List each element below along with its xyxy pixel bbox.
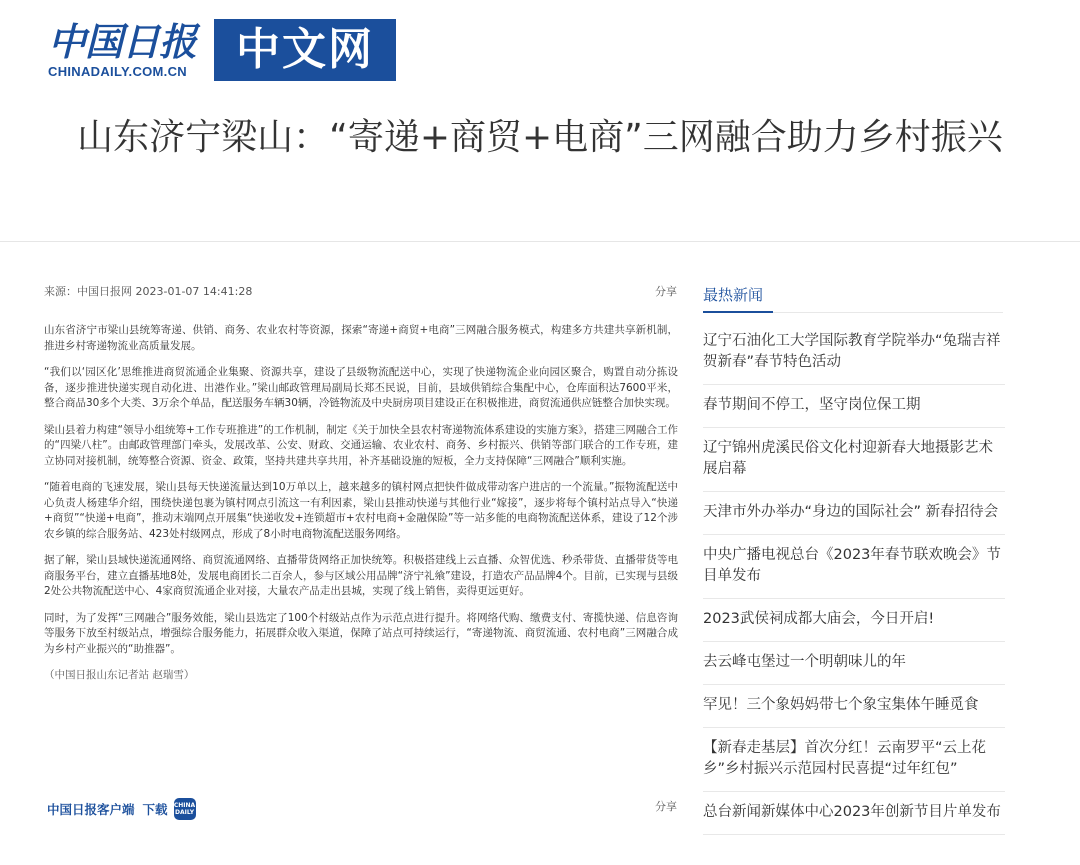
app-badge-line2: DAILY	[174, 809, 195, 816]
logo-url-suffix: DAILY.COM.CN	[90, 64, 187, 79]
hot-news-item[interactable]: 辽宁锦州虎溪民俗文化村迎新春大地摄影艺术展启幕	[703, 428, 1005, 492]
article-credit: （中国日报山东记者站 赵瑞雪）	[44, 669, 195, 681]
app-download-link[interactable]: 下载	[142, 802, 168, 817]
share-button-top[interactable]: 分享	[655, 285, 677, 298]
logo-chinese-text: 中国日报	[48, 19, 197, 64]
app-badge-line1: CHINA	[173, 802, 196, 809]
hot-news-item[interactable]: 总台新闻新媒体中心2023年创新节目片单发布	[703, 792, 1005, 835]
article-paragraph: 同时，为了发挥“三网融合”服务效能，梁山县选定了100个村级站点作为示范点进行提升。将网络代购、缴费支付、寄揽快递、信息咨询等服务下放至村级站点，增强综合服务能力，拓展群众收入渠道，保障了站点可持续运行，“寄递物流、商贸流通、农村电商”三网融合成为乡村产业振兴的“助推器”。	[44, 611, 678, 655]
article-paragraph: 山东省济宁市梁山县统筹寄递、供销、商务、农业农村等资源，探索“寄递+商贸+电商”三网融合服务模式，构建多方共建共享新机制，推进乡村寄递物流业高质量发展。	[44, 324, 678, 352]
hot-news-item[interactable]: 去云峰屯堡过一个明朝味儿的年	[703, 642, 1005, 685]
app-download-row	[47, 798, 196, 820]
share-button-bottom[interactable]: 分享	[655, 800, 677, 813]
article-paragraph: 梁山县着力构建“领导小组统筹+工作专班推进”的工作机制，制定《关于加快全县农村寄递物流体系建设的实施方案》，搭建三网融合工作的“四梁八柱”。由邮政管理部门牵头，发展改革、公安、财政、交通运输、农业农村、商务、乡村振兴、供销等部门联合的工作专班，建立协同对接机制，统筹整合资源、资金、政策，坚持共建共享共用，补齐基础设施的短板，全力支持保障“三网融合”顺利实施。	[44, 423, 678, 467]
article-meta: 来源：中国日报网 2023-01-07 14:41:28	[44, 285, 253, 298]
app-badge-text	[174, 802, 195, 816]
logo-wordmark	[46, 16, 216, 84]
article-body	[44, 323, 678, 695]
page-title: 山东济宁梁山：“寄递+商贸+电商”三网融合助力乡村振兴	[77, 117, 1003, 158]
app-label[interactable]: 中国日报客户端	[47, 802, 135, 817]
logo-url	[48, 64, 187, 79]
hot-news-list	[703, 322, 1005, 835]
hot-news-item[interactable]: 罕见！三个象妈妈带七个象宝集体午睡觅食	[703, 685, 1005, 728]
logo-box	[214, 19, 396, 81]
header-divider	[0, 241, 1080, 242]
logo-box-text: 中文网	[236, 24, 374, 75]
hot-news-title: 最热新闻	[703, 286, 764, 304]
article-paragraph: “我们以‘园区化’思维推进商贸流通企业集聚、资源共享，建设了县级物流配送中心，实现了快递物流企业向园区聚合，购置自动分拣设备，逐步推进快递实现自动化进、出港作业。”梁山邮政管理局副局长郑丕民说，目前，县域供销综合集配中心，仓库面积达7600平米，整合商品30多个大类、3万余个单品，配送服务车辆30辆，冷链物流及中央厨房项目建设正在积极推进，商贸流通供应链整合加快实现。	[44, 366, 678, 409]
app-logo-icon[interactable]	[174, 798, 196, 820]
article-paragraph: “随着电商的飞速发展，梁山县每天快递流量达到10万单以上，越来越多的镇村网点把快件做成带动客户进店的一个流量。”振物流配送中心负责人杨建华介绍，围绕快递包裹为镇村网点引流这一有利因素，梁山县推动快递与其他行业“嫁接”，逐步将每个镇村站点导入“快递+商贸”“快递+电商”，推动末端网点开展集“快递收发+连锁超市+农村电商+金融保险”等一站多能的电商物流配送体系，建设了12个涉农乡镇的综合服务站、423处村级网点，形成了8小时电商物流配送服务网络。	[44, 481, 678, 540]
hot-news-item[interactable]: 2023武侯祠成都大庙会，今日开启!	[703, 599, 1005, 642]
title-area	[0, 112, 1080, 164]
hot-news-item[interactable]: 【新春走基层】首次分红！云南罗平“云上花乡”乡村振兴示范园村民喜提“过年红包”	[703, 728, 1005, 792]
hot-news-item[interactable]: 辽宁石油化工大学国际教育学院举办“兔瑞吉祥贺新春”春节特色活动	[703, 322, 1005, 385]
site-logo[interactable]	[46, 16, 396, 84]
hot-news-item[interactable]: 春节期间不停工，坚守岗位保工期	[703, 385, 1005, 428]
hot-news-accent	[703, 311, 773, 313]
hot-news-item[interactable]: 中央广播电视总台《2023年春节联欢晚会》节目单发布	[703, 535, 1005, 599]
hot-news-item[interactable]: 天津市外办举办“身边的国际社会” 新春招待会	[703, 492, 1005, 535]
article-paragraph: 据了解，梁山县域快递流通网络、商贸流通网络、直播带货网络正加快统筹。积极搭建线上云直播、众智优选、秒杀带货、直播带货等电商服务平台，建立直播基地8处，发展电商团长二百余人，参与区域公用品牌“济宁礼飨”建设，打造农产品品牌4个。目前，已实现与县级2处公共物流配送中心、4家商贸流通企业对接，大量农产品走出县城，实现了线上销售，卖得更远更好。	[44, 554, 678, 597]
logo-url-prefix: CHINA	[48, 64, 91, 79]
